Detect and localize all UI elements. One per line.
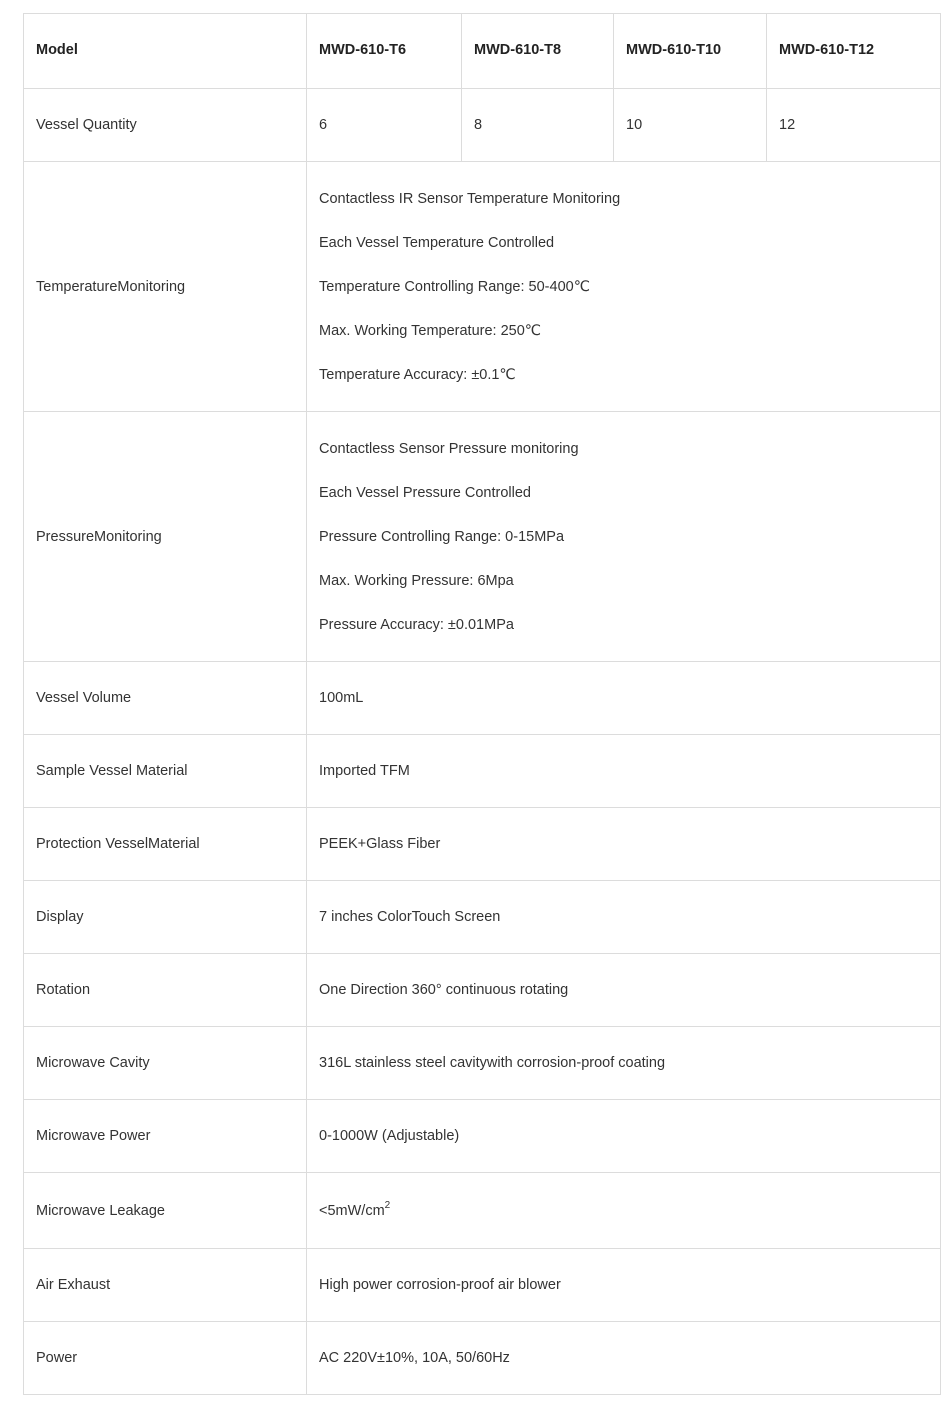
row-label-rotation: Rotation bbox=[24, 954, 307, 1027]
row-label-microwave-cavity: Microwave Cavity bbox=[24, 1027, 307, 1100]
vessel-quantity-t12: 12 bbox=[767, 89, 941, 162]
table-row-rotation bbox=[24, 954, 941, 1027]
model-t8: MWD-610-T8 bbox=[462, 14, 614, 89]
table-row-sample-vessel-material bbox=[24, 735, 941, 808]
model-t6: MWD-610-T6 bbox=[307, 14, 462, 89]
table-row-power bbox=[24, 1322, 941, 1395]
microwave-leakage-value: <5mW/cm bbox=[319, 1202, 385, 1219]
model-t12: MWD-610-T12 bbox=[767, 14, 941, 89]
row-label-temperature: TemperatureMonitoring bbox=[24, 162, 307, 412]
table-row-vessel-volume bbox=[24, 662, 941, 735]
table-row-pressure bbox=[24, 412, 941, 662]
vessel-quantity-t10: 10 bbox=[614, 89, 767, 162]
row-label-display: Display bbox=[24, 881, 307, 954]
microwave-cavity-value: 316L stainless steel cavitywith corrosion-proof coating bbox=[307, 1027, 941, 1100]
pressure-line-4: Max. Working Pressure: 6Mpa bbox=[319, 572, 514, 589]
row-label-power: Power bbox=[24, 1322, 307, 1395]
table-row-air-exhaust bbox=[24, 1249, 941, 1322]
temperature-line-3: Temperature Controlling Range: 50-400℃ bbox=[319, 278, 590, 295]
row-label-model: Model bbox=[24, 14, 307, 89]
pressure-line-1: Contactless Sensor Pressure monitoring bbox=[319, 440, 579, 457]
pressure-line-2: Each Vessel Pressure Controlled bbox=[319, 484, 531, 501]
model-t10: MWD-610-T10 bbox=[614, 14, 767, 89]
row-label-protection-vessel-material: Protection VesselMaterial bbox=[24, 808, 307, 881]
vessel-quantity-t8: 8 bbox=[462, 89, 614, 162]
microwave-leakage-cell bbox=[307, 1173, 941, 1249]
sample-vessel-material-value: Imported TFM bbox=[307, 735, 941, 808]
table-row-microwave-cavity bbox=[24, 1027, 941, 1100]
vessel-volume-value: 100mL bbox=[307, 662, 941, 735]
pressure-line-3: Pressure Controlling Range: 0-15MPa bbox=[319, 528, 565, 545]
row-label-microwave-leakage: Microwave Leakage bbox=[24, 1173, 307, 1249]
temperature-details bbox=[307, 162, 941, 412]
table-row-microwave-leakage bbox=[24, 1173, 941, 1249]
row-label-vessel-quantity: Vessel Quantity bbox=[24, 89, 307, 162]
temperature-line-1: Contactless IR Sensor Temperature Monitoring bbox=[319, 190, 621, 207]
microwave-power-value: 0-1000W (Adjustable) bbox=[307, 1100, 941, 1173]
air-exhaust-value: High power corrosion-proof air blower bbox=[307, 1249, 941, 1322]
table-row-protection-vessel-material bbox=[24, 808, 941, 881]
table-row-display bbox=[24, 881, 941, 954]
table-row-temperature bbox=[24, 162, 941, 412]
rotation-value: One Direction 360° continuous rotating bbox=[307, 954, 941, 1027]
row-label-pressure: PressureMonitoring bbox=[24, 412, 307, 662]
microwave-leakage-exponent: 2 bbox=[384, 1199, 391, 1211]
table-row-microwave-power bbox=[24, 1100, 941, 1173]
table-row-model bbox=[24, 14, 941, 89]
table-row-vessel-quantity bbox=[24, 89, 941, 162]
temperature-line-5: Temperature Accuracy: ±0.1℃ bbox=[319, 366, 516, 383]
temperature-line-2: Each Vessel Temperature Controlled bbox=[319, 234, 555, 251]
row-label-vessel-volume: Vessel Volume bbox=[24, 662, 307, 735]
power-value: AC 220V±10%, 10A, 50/60Hz bbox=[307, 1322, 941, 1395]
spec-table bbox=[23, 13, 941, 1395]
row-label-sample-vessel-material: Sample Vessel Material bbox=[24, 735, 307, 808]
pressure-line-5: Pressure Accuracy: ±0.01MPa bbox=[319, 616, 514, 633]
pressure-details bbox=[307, 412, 941, 662]
protection-vessel-material-value: PEEK+Glass Fiber bbox=[307, 808, 941, 881]
row-label-air-exhaust: Air Exhaust bbox=[24, 1249, 307, 1322]
temperature-line-4: Max. Working Temperature: 250℃ bbox=[319, 322, 542, 339]
display-value: 7 inches ColorTouch Screen bbox=[307, 881, 941, 954]
vessel-quantity-t6: 6 bbox=[307, 89, 462, 162]
row-label-microwave-power: Microwave Power bbox=[24, 1100, 307, 1173]
